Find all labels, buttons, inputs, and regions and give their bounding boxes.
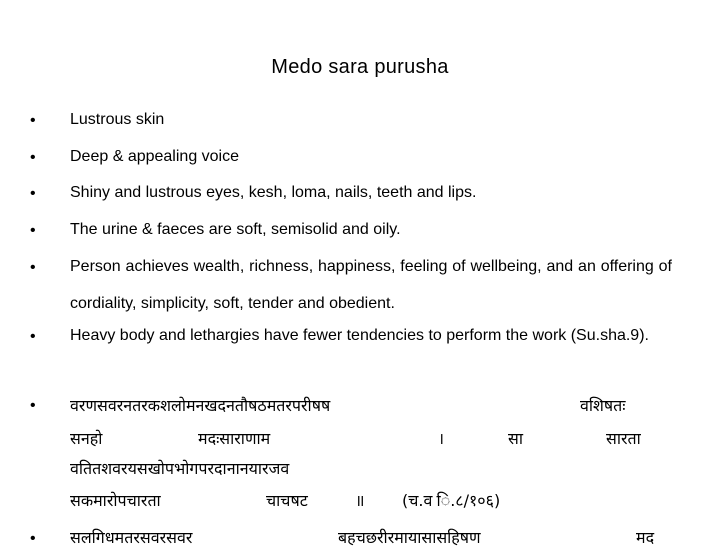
bullet-marker: • <box>30 259 36 276</box>
bullet-marker: • <box>30 112 36 129</box>
sanskrit-text: सलगिधमतरसवरसवर <box>70 528 193 547</box>
sanskrit-text: सनहो <box>70 429 103 448</box>
sanskrit-text: बहचछरीरमायासासहिषण <box>338 528 481 547</box>
sanskrit-text: सारता <box>606 429 641 448</box>
bullet-marker: • <box>30 222 36 239</box>
sanskrit-text: वशिषतः <box>580 396 626 415</box>
sanskrit-reference: (च.व ि.८/१०६) <box>402 491 501 510</box>
sanskrit-text: चाचषट <box>266 491 308 510</box>
list-item: Deep & appealing voice <box>70 148 240 165</box>
list-item: Person achieves wealth, richness, happiness, feeling of wellbeing, and an offering of cordiality, simplicity, soft, tender and obedient. <box>70 258 672 312</box>
sanskrit-danda: । <box>438 429 445 448</box>
bullet-marker: • <box>30 530 36 547</box>
bullet-marker: • <box>30 149 36 166</box>
sanskrit-text: वतितशवरयसखोपभोगपरदानानयारजव <box>70 459 290 478</box>
list-item: Heavy body and lethargies have fewer tendencies to perform the work (Su.sha.9). <box>70 327 649 344</box>
sanskrit-double-danda: ॥ <box>355 491 365 510</box>
sanskrit-text: सा <box>508 429 523 448</box>
bullet-marker: • <box>30 185 36 202</box>
bullet-marker: • <box>30 397 36 414</box>
sanskrit-text: मद <box>636 528 655 547</box>
sanskrit-text: मदःसाराणाम <box>198 429 271 448</box>
sanskrit-text: सकमारोपचारता <box>70 491 161 510</box>
slide-title: Medo sara purusha <box>271 56 449 78</box>
list-item: Lustrous skin <box>70 111 165 128</box>
list-item: The urine & faeces are soft, semisolid and oily. <box>70 221 401 238</box>
list-item: Shiny and lustrous eyes, kesh, loma, nails, teeth and lips. <box>70 184 477 201</box>
sanskrit-text: वरणसवरनतरकशलोमनखदनतौषठमतरपरीषष <box>70 396 331 415</box>
bullet-marker: • <box>30 328 36 345</box>
